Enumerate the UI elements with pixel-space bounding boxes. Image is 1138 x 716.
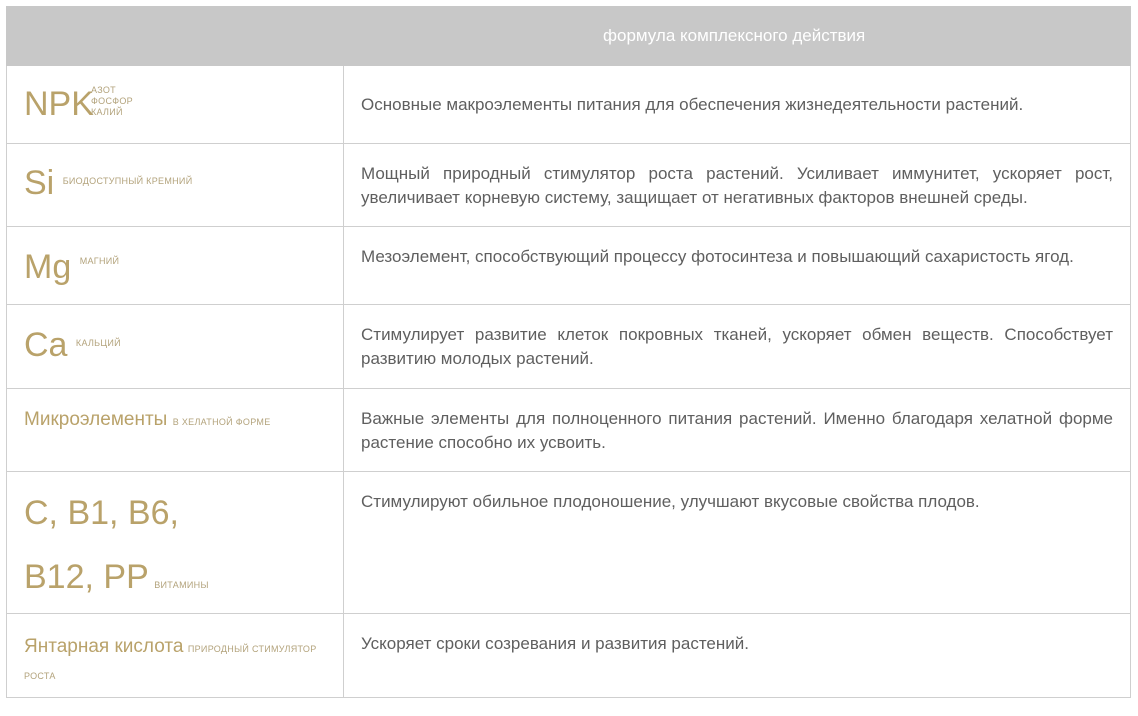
- element-sub-label: АЗОТ: [91, 85, 116, 95]
- element-symbol: Микроэлементы: [24, 409, 168, 430]
- element-cell: [7, 472, 344, 613]
- element-cell: [7, 614, 344, 697]
- description-cell: Стимулируют обильное плодоношение, улучшают вкусовые свойства плодов.: [361, 492, 980, 511]
- element-sub-label: МАГНИЙ: [79, 256, 120, 266]
- element-sub-label: КАЛИЙ: [91, 107, 123, 117]
- description-cell: Стимулирует развитие клеток покровных тканей, ускоряет обмен веществ. Способствует развитию молодых растений.: [361, 325, 1113, 368]
- table-row: [6, 614, 1131, 698]
- description-cell: Ускоряет сроки созревания и развития растений.: [361, 634, 749, 653]
- element-sub-label: ВИТАМИНЫ: [154, 580, 209, 590]
- description-cell: Основные макроэлементы питания для обеспечения жизнедеятельности растений.: [361, 95, 1024, 114]
- table-row: [6, 66, 1131, 144]
- element-cell: [7, 66, 344, 143]
- element-symbol: NPK: [24, 85, 94, 123]
- element-symbol: Mg: [24, 248, 72, 286]
- element-sub-label: КАЛЬЦИЙ: [75, 338, 121, 348]
- element-symbol: Янтарная кислота: [24, 636, 184, 657]
- description-cell: Мощный природный стимулятор роста растений. Усиливает иммунитет, ускоряет рост, увеличивает корневую систему, защищает от негативных факторов внешней среды.: [361, 164, 1113, 207]
- table-header-title: формула комплексного действия: [603, 26, 866, 45]
- description-cell: Важные элементы для полноценного питания растений. Именно благодаря хелатной форме растение способно их усвоить.: [361, 409, 1113, 452]
- element-symbol: Ca: [24, 326, 68, 364]
- table-row: [6, 389, 1131, 472]
- table-row: [6, 472, 1131, 614]
- table-row: [6, 227, 1131, 305]
- element-cell: [7, 389, 344, 471]
- table-row: [6, 144, 1131, 227]
- element-symbol: С, В1, В6,: [24, 494, 179, 532]
- table-header: [6, 6, 1131, 66]
- element-cell: [7, 305, 344, 388]
- element-sub-label: В ХЕЛАТНОЙ ФОРМЕ: [172, 417, 271, 427]
- table-row: [6, 305, 1131, 389]
- element-sub-label: ПРИРОДНЫЙ СТИМУЛЯТОР РОСТА: [24, 644, 317, 681]
- element-cell: [7, 144, 344, 226]
- element-sub-label: ФОСФОР: [91, 96, 133, 106]
- element-sub-label: БИОДОСТУПНЫЙ КРЕМНИЙ: [62, 176, 193, 186]
- formula-table: [6, 6, 1131, 698]
- element-cell: [7, 227, 344, 304]
- description-cell: Мезоэлемент, способствующий процессу фотосинтеза и повышающий сахаристость ягод.: [361, 247, 1074, 266]
- element-symbol: Si: [24, 164, 55, 202]
- element-symbol: В12, РР: [24, 558, 149, 596]
